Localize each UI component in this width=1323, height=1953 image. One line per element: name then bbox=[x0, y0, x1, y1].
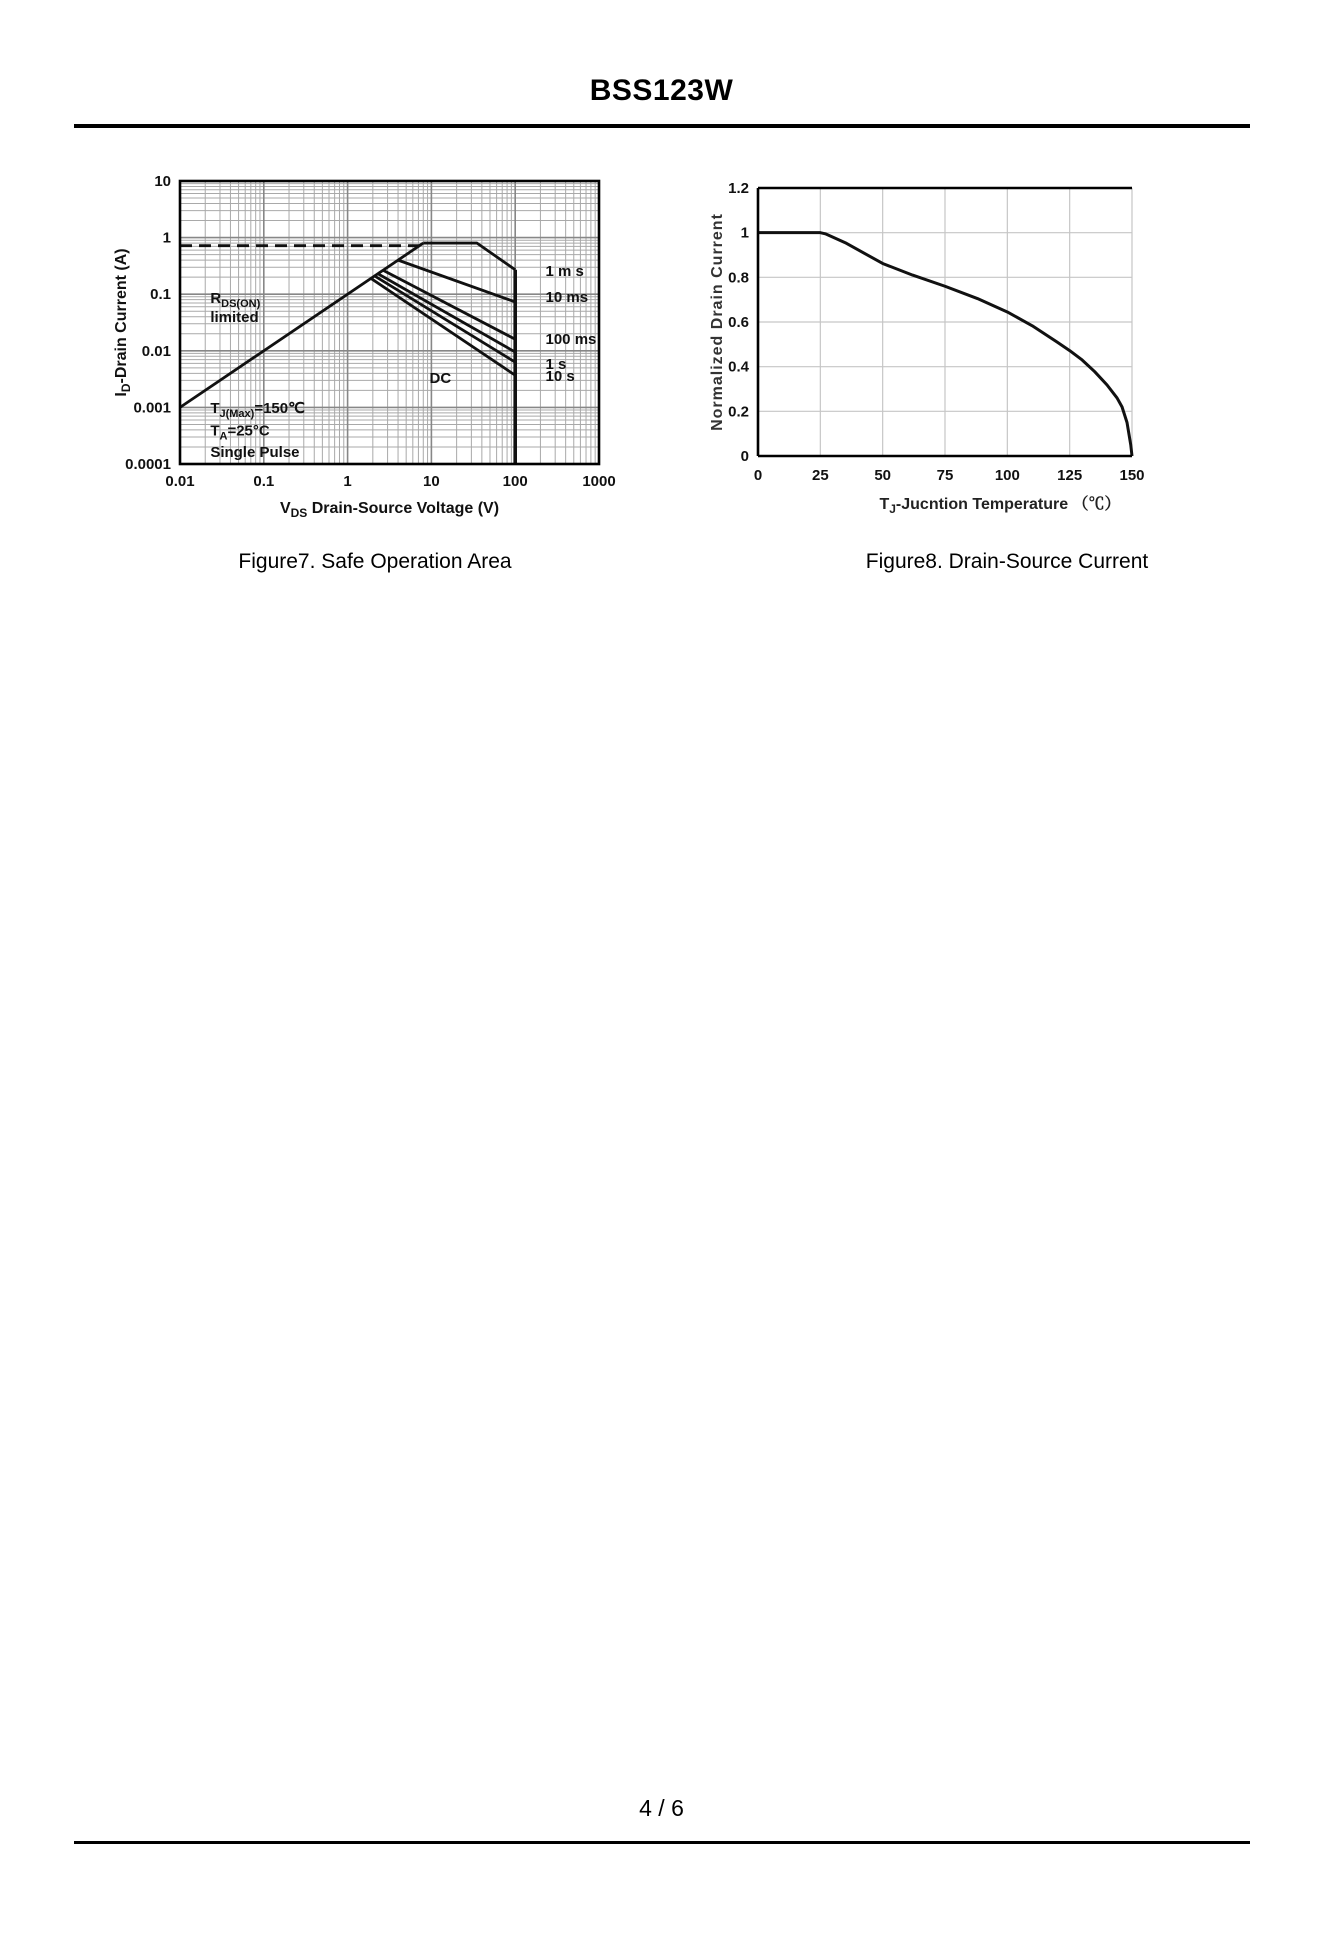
fig7-series-1-ms bbox=[423, 243, 515, 270]
svg-text:0.001: 0.001 bbox=[133, 399, 171, 417]
fig7-curve-label-1s: 1 s bbox=[545, 355, 567, 373]
svg-text:1000: 1000 bbox=[582, 473, 616, 490]
fig7-tjmax-label: $T_{J(Max)}=150℃$ bbox=[210, 400, 305, 421]
fig7-single-pulse-label: Single Pulse bbox=[210, 443, 300, 461]
svg-text:0.2: 0.2 bbox=[728, 403, 749, 421]
svg-text:1: 1 bbox=[343, 473, 352, 490]
svg-text:0.01: 0.01 bbox=[141, 342, 171, 360]
svg-text:Normalized Drain Current: Normalized Drain Current bbox=[709, 213, 726, 431]
page-title: BSS123W bbox=[589, 74, 734, 107]
fig7-series-100-ms bbox=[383, 270, 515, 339]
svg-text:100: 100 bbox=[994, 467, 1020, 484]
fig7-series-10-s bbox=[375, 276, 516, 362]
header-rule bbox=[74, 124, 1250, 128]
figure7-caption: Figure7. Safe Operation Area bbox=[238, 550, 512, 573]
fig8-grid bbox=[758, 188, 1132, 456]
svg-text:1: 1 bbox=[740, 224, 749, 242]
footer-rule bbox=[74, 1841, 1250, 1844]
svg-text:10: 10 bbox=[154, 173, 171, 190]
page-number: 4 / 6 bbox=[639, 1795, 684, 1821]
fig8-axis-labels bbox=[709, 180, 1145, 516]
svg-text:0.6: 0.6 bbox=[728, 314, 749, 331]
svg-text:75: 75 bbox=[936, 467, 954, 484]
svg-text:150: 150 bbox=[1119, 467, 1145, 484]
svg-text:0.1: 0.1 bbox=[150, 286, 171, 304]
svg-text:50: 50 bbox=[874, 467, 892, 484]
fig7-rdson-limited-label-1: $R_{DS(ON)}$ bbox=[210, 289, 261, 310]
svg-text:0: 0 bbox=[740, 448, 749, 465]
fig7-rdson-limited-label-2: limited bbox=[210, 308, 259, 326]
svg-text:0.1: 0.1 bbox=[253, 473, 275, 490]
svg-text:0.01: 0.01 bbox=[165, 473, 195, 490]
fig7-dc-label: DC bbox=[429, 369, 452, 387]
svg-text:1.2: 1.2 bbox=[728, 180, 749, 197]
fig7-curve-label-100ms: 100 ms bbox=[545, 330, 597, 348]
svg-text:TJ-Jucntion Temperature （℃）: $T_J$-Jucntion Temperature （℃） bbox=[879, 496, 1121, 516]
svg-text:VDS Drain-Source Voltage (V): $V_{DS}$ Drain-Source Voltage (V) bbox=[279, 500, 500, 520]
svg-text:ID-Drain Current (A): $I_D$-Drain Current (A) bbox=[113, 248, 133, 397]
svg-text:10: 10 bbox=[423, 473, 440, 490]
fig7-curve-label-10ms: 10 ms bbox=[545, 288, 589, 306]
fig7-curve-label-10s: 10 s bbox=[545, 367, 575, 385]
svg-text:0.4: 0.4 bbox=[728, 358, 749, 376]
svg-text:100: 100 bbox=[502, 473, 528, 490]
svg-text:0: 0 bbox=[753, 467, 763, 484]
svg-text:0.8: 0.8 bbox=[728, 269, 749, 287]
svg-text:0.0001: 0.0001 bbox=[125, 456, 171, 473]
figure8-drain-source-current-chart bbox=[700, 160, 1260, 540]
svg-text:125: 125 bbox=[1057, 467, 1083, 484]
figure8-caption: Figure8. Drain-Source Current bbox=[865, 550, 1149, 573]
figure7-soa-chart bbox=[80, 140, 660, 560]
svg-text:1: 1 bbox=[162, 229, 171, 247]
fig7-curve-label-1ms: 1 m s bbox=[545, 262, 584, 280]
svg-text:25: 25 bbox=[811, 467, 829, 484]
fig7-ta-label: $T_A=25^\circ C$ bbox=[210, 422, 270, 443]
